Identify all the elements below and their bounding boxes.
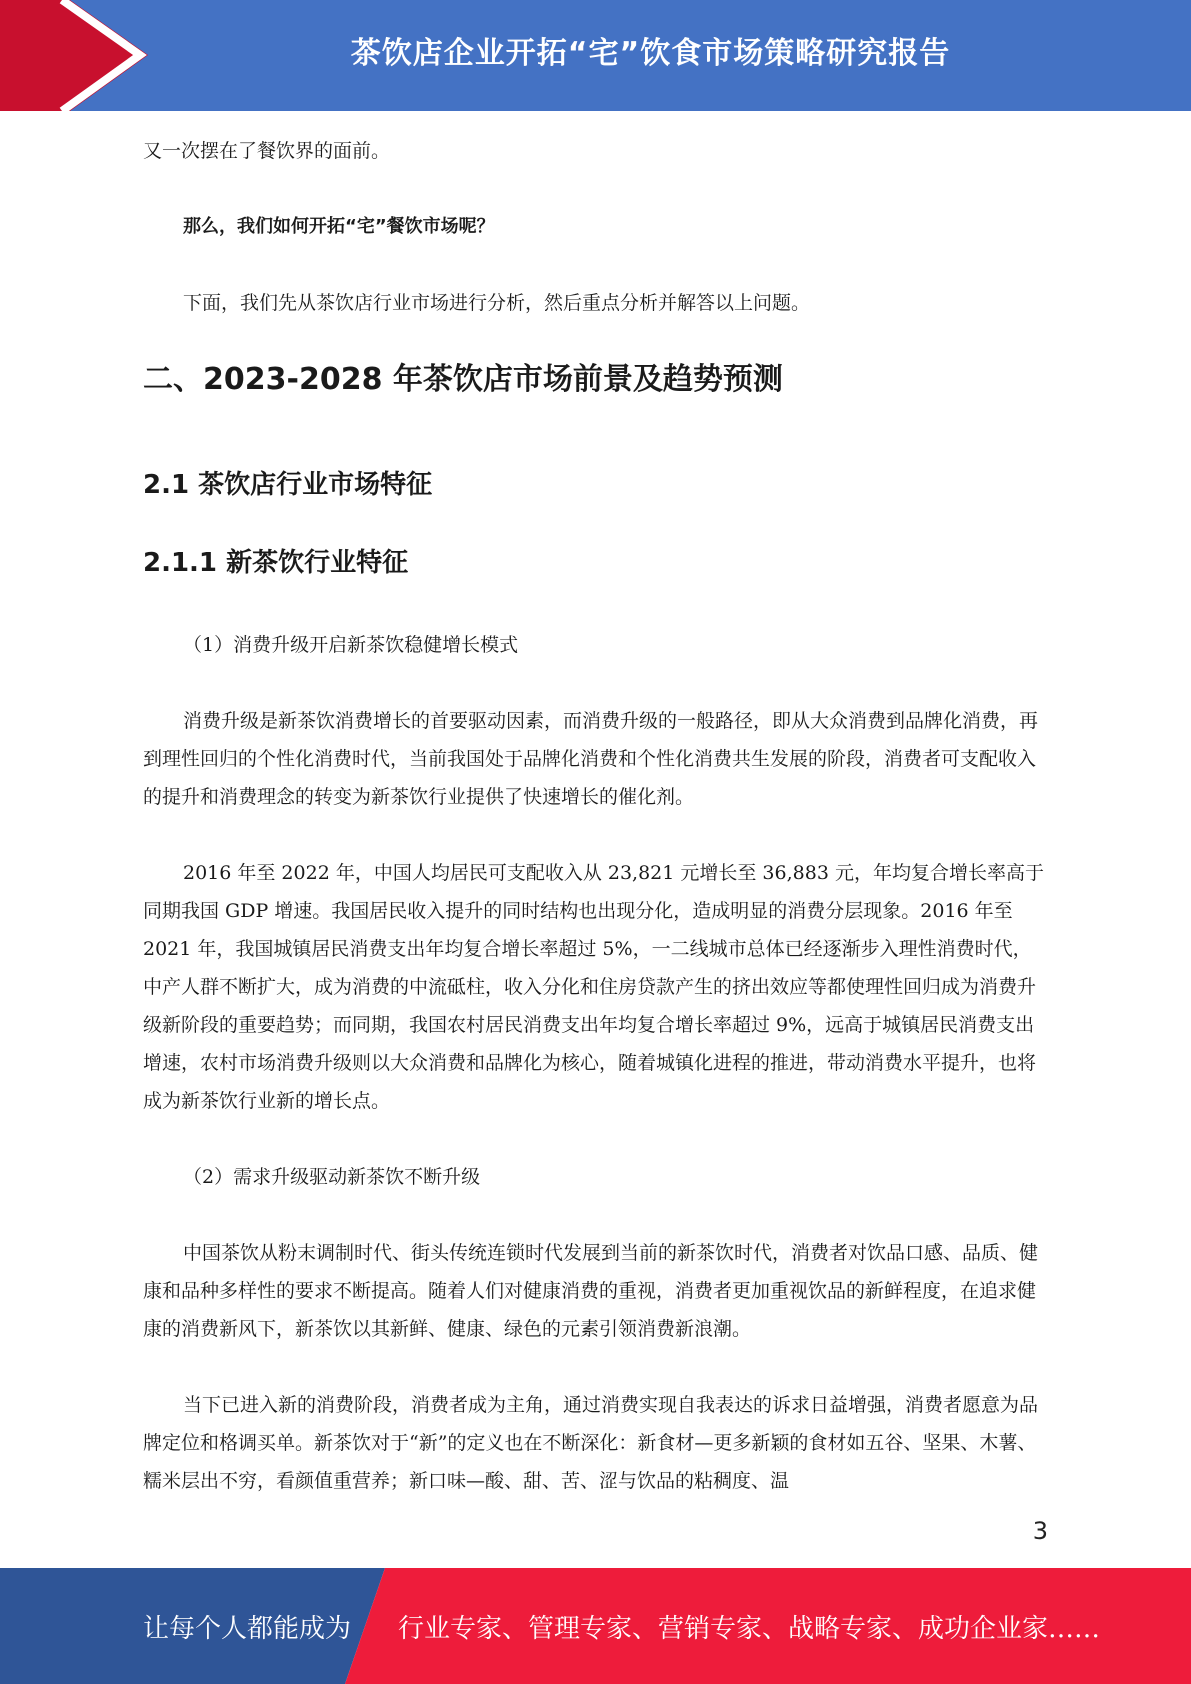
section-heading: 二、2023-2028 年茶饮店市场前景及趋势预测 [143, 362, 783, 397]
report-title: 茶饮店企业开拓“宅”饮食市场策略研究报告 [350, 36, 951, 71]
point-2-paragraph-2: 当下已进入新的消费阶段，消费者成为主角，通过消费实现自我表达的诉求日益增强，消费者愿意为品牌定位和格调买单。新茶饮对于“新”的定义也在不断深化：新食材—更多新颖的食材如五谷、坚果、木薯、糯米层出不穷，看颜值重营养；新口味—酸、甜、苦、涩与饮品的粘稠度、温 [143, 1394, 1039, 1492]
point-1-paragraph-2: 2016 年至 2022 年，中国人均居民可支配收入从 23,821 元增长至 36,883 元，年均复合增长率高于同期我国 GDP 增速。我国居民收入提升的同时结构也出现分化，造成明显的消费分层现象。2016 年至 2021 年，我国城镇居民消费支出年均复合增长率超过 5%，一二线城市总体已经逐渐步入理性消费时代，中产人群不断扩大，成为消费的中流砥柱，收入分化和住房贷款产生的挤出效应等都使理性回归成为消费升级新阶段的重要趋势；而同期，我国农村居民消费支出年均复合增长率超过 9%，远高于城镇居民消费支出增速，农村市场消费升级则以大众消费和品牌化为核心，随着城镇化进程的推进，带动消费水平提升，也将成为新茶饮行业新的增长点。 [143, 862, 1044, 1112]
question-text: 那么，我们如何开拓“宅”餐饮市场呢？ [183, 216, 495, 237]
footer-slogan-right: 行业专家、管理专家、营销专家、战略专家、成功企业家…… [398, 1613, 1101, 1644]
footer-slogan-left: 让每个人都能成为 [143, 1613, 352, 1644]
page-content [143, 132, 1047, 1500]
point-1-paragraph-1: 消费升级是新茶饮消费增长的首要驱动因素，而消费升级的一般路径，即从大众消费到品牌化消费，再到理性回归的个性化消费时代，当前我国处于品牌化消费和个性化消费共生发展的阶段，消费者可支配收入的提升和消费理念的转变为新茶饮行业提供了快速增长的催化剂。 [143, 710, 1039, 808]
page-footer [0, 1568, 1191, 1684]
subsection-heading: 2.1 茶饮店行业市场特征 [143, 470, 433, 500]
header-arrow-red [0, 0, 148, 111]
intro-text: 下面，我们先从茶饮店行业市场进行分析，然后重点分析并解答以上问题。 [183, 292, 811, 314]
subsubsection-heading: 2.1.1 新茶饮行业特征 [143, 548, 409, 578]
point-1-title: （1）消费升级开启新茶饮稳健增长模式 [183, 634, 519, 656]
continuation-text: 又一次摆在了餐饮界的面前。 [143, 140, 391, 162]
page-header [0, 0, 1191, 111]
point-2-paragraph-1: 中国茶饮从粉末调制时代、街头传统连锁时代发展到当前的新茶饮时代，消费者对饮品口感、品质、健康和品种多样性的要求不断提高。随着人们对健康消费的重视，消费者更加重视饮品的新鲜程度，在追求健康的消费新风下，新茶饮以其新鲜、健康、绿色的元素引领消费新浪潮。 [143, 1242, 1039, 1340]
page-number: 3 [1032, 1517, 1048, 1545]
point-2-title: （2）需求升级驱动新茶饮不断升级 [183, 1166, 481, 1188]
